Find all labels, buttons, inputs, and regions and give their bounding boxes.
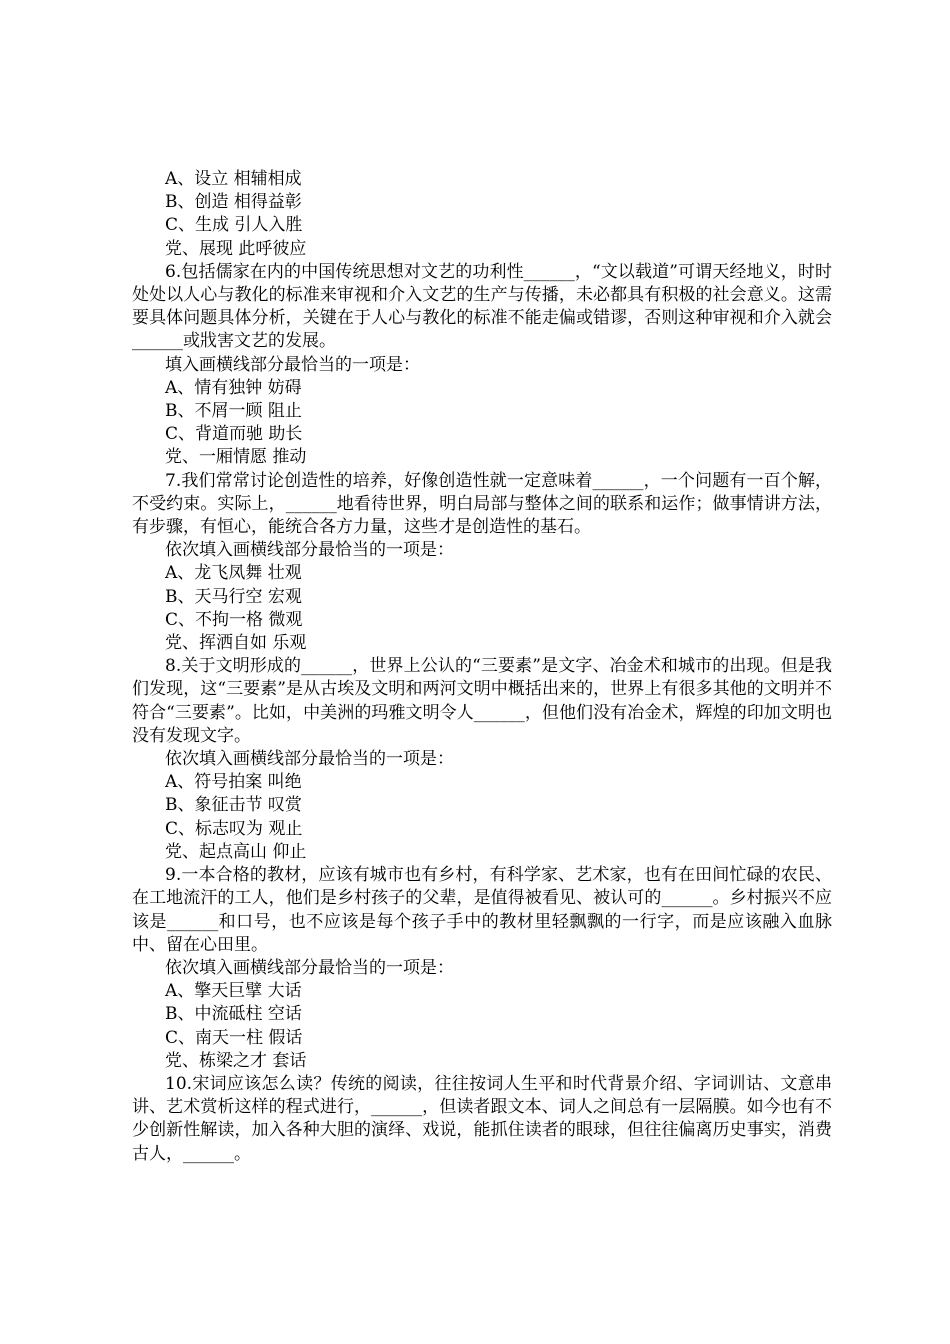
question-6 bbox=[132, 261, 832, 470]
question-text: 7.我们常常讨论创造性的培养，好像创造性就一定意味着______，一个问题有一百个解，不受约束。实际上，______地看待世界，明白局部与整体之间的联系和运作；做事情讲方法，有步骤，有恒心，能统合各方力量，这些才是创造性的基石。 bbox=[132, 470, 832, 538]
question-prompt: 依次填入画横线部分最恰当的一项是： bbox=[165, 540, 454, 561]
option-b: B、天马行空 宏观 bbox=[165, 586, 302, 607]
option-b: B、不屑一顾 阻止 bbox=[165, 401, 302, 422]
option-c: C、南天一柱 假话 bbox=[165, 1027, 303, 1048]
document-page bbox=[132, 168, 832, 1166]
option-a: A、符号拍案 叫绝 bbox=[165, 772, 302, 793]
option-b: B、象征击节 叹赏 bbox=[165, 795, 302, 816]
option-c: C、背道而驰 助长 bbox=[165, 424, 303, 445]
question-text: 8.关于文明形成的______，世界上公认的“三要素”是文字、冶金术和城市的出现。但是我们发现，这“三要素”是从古埃及文明和两河文明中概括出来的，世界上有很多其他的文明并不符合“三要素”。比如，中美洲的玛雅文明令人______，但他们没有冶金术，辉煌的印加文明也没有发现文字。 bbox=[132, 656, 832, 746]
option-d: 党、栋梁之才 套话 bbox=[165, 1050, 307, 1071]
option-d: 党、展现 此呼彼应 bbox=[165, 238, 307, 259]
question-text: 9.一本合格的教材，应该有城市也有乡村，有科学家、艺术家，也有在田间忙碌的农民、在工地流汗的工人，他们是乡村孩子的父辈，是值得被看见、被认可的______。乡村振兴不应该是______和口号，也不应该是每个孩子手中的教材里轻飘飘的一行字，而是应该融入血脉中、留在心田里。 bbox=[132, 865, 832, 955]
option-c: C、不拘一格 微观 bbox=[165, 609, 303, 630]
question-prompt: 填入画横线部分最恰当的一项是： bbox=[165, 354, 420, 375]
question-9 bbox=[132, 864, 832, 1073]
option-d: 党、起点高山 仰止 bbox=[165, 841, 307, 862]
option-d: 党、一厢情愿 推动 bbox=[165, 447, 307, 468]
question-prompt: 依次填入画横线部分最恰当的一项是： bbox=[165, 749, 454, 770]
question-text: 10.宋词应该怎么读？传统的阅读，往往按词人生平和时代背景介绍、字词训诂、文意串讲、艺术赏析这样的程式进行，______，但读者跟文本、词人之间总有一层隔膜。如今也有不少创新性解读，加入各种大胆的演绎、戏说，能抓住读者的眼球，但往往偏离历史事实，消费古人，______。 bbox=[132, 1073, 832, 1164]
option-d: 党、挥洒自如 乐观 bbox=[165, 633, 307, 654]
question-prompt: 依次填入画横线部分最恰当的一项是： bbox=[165, 957, 454, 978]
question-7 bbox=[132, 470, 832, 656]
option-a: A、龙飞凤舞 壮观 bbox=[165, 563, 302, 584]
option-a: A、情有独钟 妨碍 bbox=[165, 377, 302, 398]
option-c: C、生成 引人入胜 bbox=[165, 215, 303, 236]
question-8 bbox=[132, 655, 832, 864]
option-b: B、中流砥柱 空话 bbox=[165, 1004, 302, 1025]
question-10 bbox=[132, 1073, 832, 1166]
question-text: 6.包括儒家在内的中国传统思想对文艺的功利性______，“文以载道”可谓天经地义，时时处处以人心与教化的标准来审视和介入文艺的生产与传播，未必都具有积极的社会意义。这需要具体问题具体分析，关键在于人心与教化的标准不能走偏或错谬，否则这种审视和介入就会______或戕害文艺的发展。 bbox=[132, 261, 832, 352]
option-a: A、设立 相辅相成 bbox=[165, 169, 302, 189]
option-a: A、擎天巨擘 大话 bbox=[165, 981, 302, 1002]
option-c: C、标志叹为 观止 bbox=[165, 818, 303, 839]
partial-question-options bbox=[132, 168, 832, 261]
option-b: B、创造 相得益彰 bbox=[165, 192, 302, 213]
